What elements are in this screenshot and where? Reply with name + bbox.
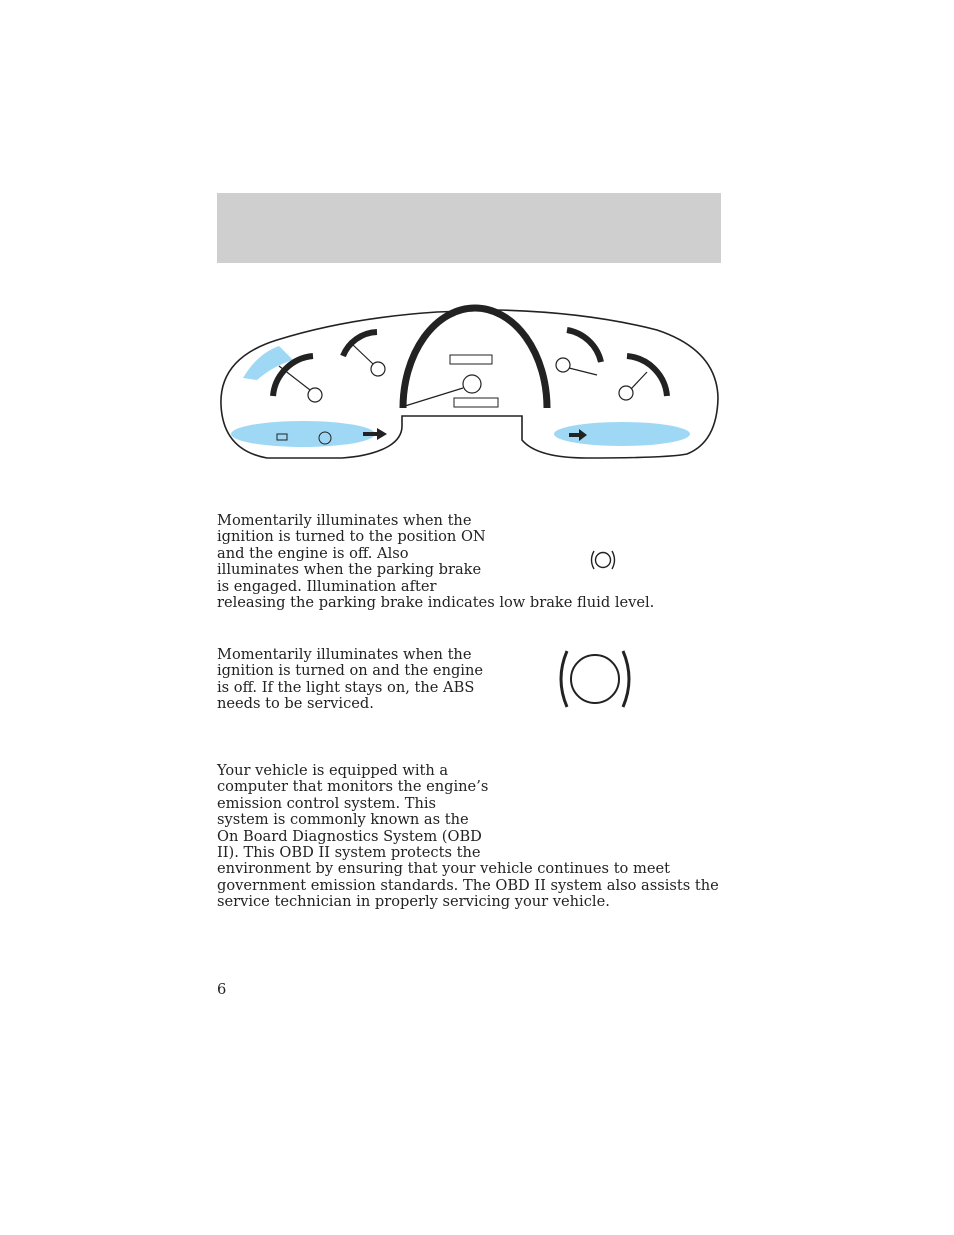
text-line: ignition is turned to the position ON [217, 528, 486, 546]
text-line: is engaged. Illumination after [217, 577, 437, 595]
text-line: environment by ensuring that your vehicle continues to meet [217, 860, 670, 878]
text-line: Your vehicle is equipped with a [217, 762, 449, 779]
section-header-band [217, 193, 721, 263]
text-line: emission control system. This [217, 794, 437, 812]
text-line: is off. If the light stays on, the ABS [217, 678, 475, 696]
page-number: 6 [217, 981, 227, 998]
text-line: Momentarily illuminates when the [217, 512, 472, 529]
text-line: needs to be serviced. [217, 695, 374, 713]
text-line: On Board Diagnostics System (OBD [217, 827, 482, 845]
brake-warning-icon [588, 548, 618, 572]
text-line: II). This OBD II system protects the [217, 844, 481, 862]
text-line: computer that monitors the engine’s [217, 778, 489, 796]
text-line: ignition is turned on and the engine [217, 662, 484, 680]
text-line: Momentarily illuminates when the [217, 646, 472, 663]
text-line: and the engine is off. Also [217, 544, 409, 562]
abs-warning-icon [557, 648, 633, 710]
text-line: service technician in properly servicing your vehicle. [217, 893, 610, 911]
instrument-cluster-icon [217, 300, 723, 460]
obd-paragraph [217, 763, 719, 911]
text-line: government emission standards. The OBD II system also assists the [217, 876, 719, 894]
text-line: illuminates when the parking brake [217, 561, 482, 579]
text-line: releasing the parking brake indicates low brake fluid level. [217, 594, 655, 612]
text-line: system is commonly known as the [217, 811, 469, 829]
abs-warning-paragraph [217, 647, 483, 713]
